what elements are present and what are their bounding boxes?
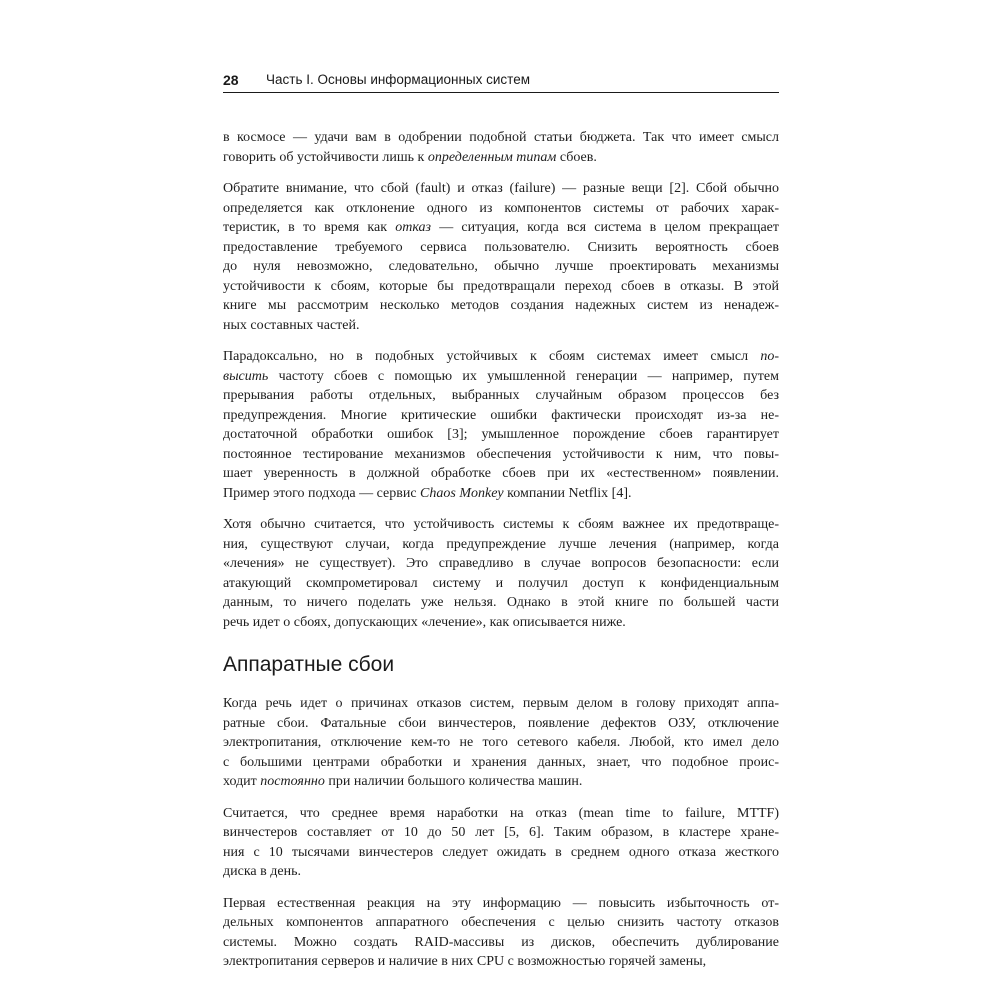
text-run: диска в день.: [223, 864, 301, 879]
text-run: шает уверенность в должной обработке сбоев при их «естественном» появлении.: [223, 466, 779, 481]
text-line: [223, 445, 779, 465]
text-run: данным, то ничего поделать уже нельзя. Однако в этой книге по большей части: [223, 595, 779, 610]
text-run: предоставление требуемого сервиса пользователю. Снизить вероятность сбоев: [223, 239, 779, 255]
text-run: говорить об устойчивости лишь к: [223, 149, 428, 165]
text-line: [223, 316, 779, 336]
running-head: Часть I. Основы информационных систем: [266, 72, 530, 87]
text-line: [223, 933, 779, 953]
text-line: [223, 238, 779, 258]
text-line: [223, 296, 779, 316]
text-line: [223, 913, 779, 933]
text-line: [223, 406, 779, 426]
paragraph: [223, 515, 779, 632]
text-run: ния, существуют случаи, когда предупреждение лучше лечения (например, когда: [223, 536, 779, 552]
text-line: [223, 277, 779, 297]
text-line: [223, 535, 779, 555]
text-line: [223, 753, 779, 773]
text-line: [223, 862, 779, 882]
text-line: [223, 148, 779, 168]
text-line: [223, 843, 779, 863]
text-run: ратные сбои. Фатальные сбои винчестеров, появление дефектов ОЗУ, отключение: [223, 715, 779, 731]
text-line: [223, 593, 779, 613]
text-run: до нуля невозможно, следовательно, обычно лучше проектировать механизмы: [223, 259, 779, 274]
text-run: ходит: [223, 774, 261, 789]
text-run: прерывания работы отдельных, выбранных случайным образом процессов без: [223, 388, 779, 403]
text-run: частоту сбоев с помощью их умышленной генерации — например, путем: [268, 368, 779, 384]
page-body: [223, 128, 779, 984]
text-line: [223, 484, 779, 504]
text-run: Хотя обычно считается, что устойчивость системы к сбоям важнее их предотвраще-: [223, 517, 779, 532]
text-line: [223, 128, 779, 148]
text-run: ных составных частей.: [223, 317, 360, 333]
text-line: [223, 714, 779, 734]
text-run: теристик, в то время как: [223, 220, 396, 235]
text-run: постоянное тестирование механизмов обеспечения устойчивости к ним, что повы-: [223, 446, 779, 462]
text-run: дельных компонентов аппаратного обеспечения с целью снизить частоту отказов: [223, 915, 779, 930]
text-run: Первая естественная реакция на эту информацию — повысить избыточность от-: [223, 895, 779, 911]
text-line: [223, 694, 779, 714]
text-line: [223, 613, 779, 633]
text-run: Когда речь идет о причинах отказов систем, первым делом в голову приходят аппа-: [223, 696, 779, 711]
text-run: компании Netflix [4].: [503, 485, 632, 501]
text-line: [223, 772, 779, 792]
page-number: 28: [223, 72, 239, 88]
page-header: [223, 70, 779, 93]
text-line: [223, 515, 779, 535]
text-line: [223, 425, 779, 445]
text-line: [223, 804, 779, 824]
paragraph: [223, 347, 779, 503]
emphasis-text: постоянно: [260, 774, 325, 789]
text-run: при наличии большого количества машин.: [324, 774, 583, 789]
text-line: [223, 199, 779, 219]
paragraph: [223, 804, 779, 882]
text-run: ния с 10 тысячами винчестеров следует ожидать в среднем одного отказа жесткого: [223, 844, 779, 860]
text-line: [223, 464, 779, 484]
intro-paragraphs: [223, 128, 779, 632]
text-run: «лечения» не существует). Это справедливо в случае вопросов безопасности: если: [223, 556, 779, 571]
text-run: предупреждения. Многие критические ошибки фактически происходят из-за не-: [223, 407, 779, 423]
text-run: Считается, что среднее время наработки на отказ (mean time to failure, MTTF): [223, 805, 779, 821]
text-line: [223, 367, 779, 387]
text-line: [223, 894, 779, 914]
text-run: системы. Можно создать RAID-массивы из дисков, обеспечить дублирование: [223, 934, 779, 950]
text-run: определяется как отклонение одного из компонентов системы от рабочих харак-: [223, 200, 779, 216]
text-run: винчестеров составляет от 10 до 50 лет [5, 6]. Таким образом, в кластере хране-: [223, 825, 779, 840]
text-line: [223, 733, 779, 753]
section-title: Аппаратные сбои: [223, 653, 395, 676]
text-line: [223, 179, 779, 199]
section-paragraphs: [223, 694, 779, 972]
emphasis-text: Chaos Monkey: [420, 485, 504, 501]
text-run: Обратите внимание, что сбой (fault) и отказ (failure) — разные вещи [2]. Сбой обычно: [223, 181, 779, 196]
emphasis-text: по-: [760, 349, 779, 364]
text-line: [223, 257, 779, 277]
text-line: [223, 952, 779, 972]
text-run: атакующий скомпрометировал систему и получил доступ к конфиденциальным: [223, 575, 779, 591]
text-run: электропитания, отключение кем-то не того сетевого кабеля. Любой, кто имел дело: [223, 735, 779, 750]
text-run: — ситуация, когда вся система в целом прекращает: [431, 220, 779, 235]
text-line: [223, 554, 779, 574]
text-run: электропитания серверов и наличие в них CPU с возможностью горячей замены,: [223, 954, 707, 969]
text-run: сбоев.: [556, 149, 597, 165]
emphasis-text: определенным типам: [427, 149, 557, 165]
paragraph: [223, 179, 779, 335]
text-run: с большими центрами обработки и хранения данных, знает, что подобное проис-: [223, 754, 779, 770]
text-line: [223, 386, 779, 406]
emphasis-text: отказ: [395, 220, 431, 235]
text-line: [223, 218, 779, 238]
text-run: достаточной обработки ошибок [3]; умышленное порождение сбоев гарантирует: [223, 427, 779, 442]
text-run: Парадоксально, но в подобных устойчивых к сбоям системах имеет смысл: [223, 349, 761, 364]
paragraph: [223, 694, 779, 792]
text-line: [223, 574, 779, 594]
text-run: речь идет о сбоях, допускающих «лечение», как описывается ниже.: [223, 614, 626, 630]
text-run: в космосе — удачи вам в одобрении подобной статьи бюджета. Так что имеет смысл: [223, 130, 779, 145]
text-run: книге мы рассмотрим несколько методов создания надежных систем из ненадеж-: [223, 298, 779, 313]
paragraph: [223, 894, 779, 972]
text-line: [223, 823, 779, 843]
text-run: устойчивости к сбоям, которые бы предотвращали переход сбоев в отказы. В этой: [223, 278, 779, 294]
text-run: Пример этого подхода — сервис: [223, 485, 421, 501]
paragraph: [223, 128, 779, 167]
text-line: [223, 347, 779, 367]
emphasis-text: высить: [223, 368, 269, 384]
